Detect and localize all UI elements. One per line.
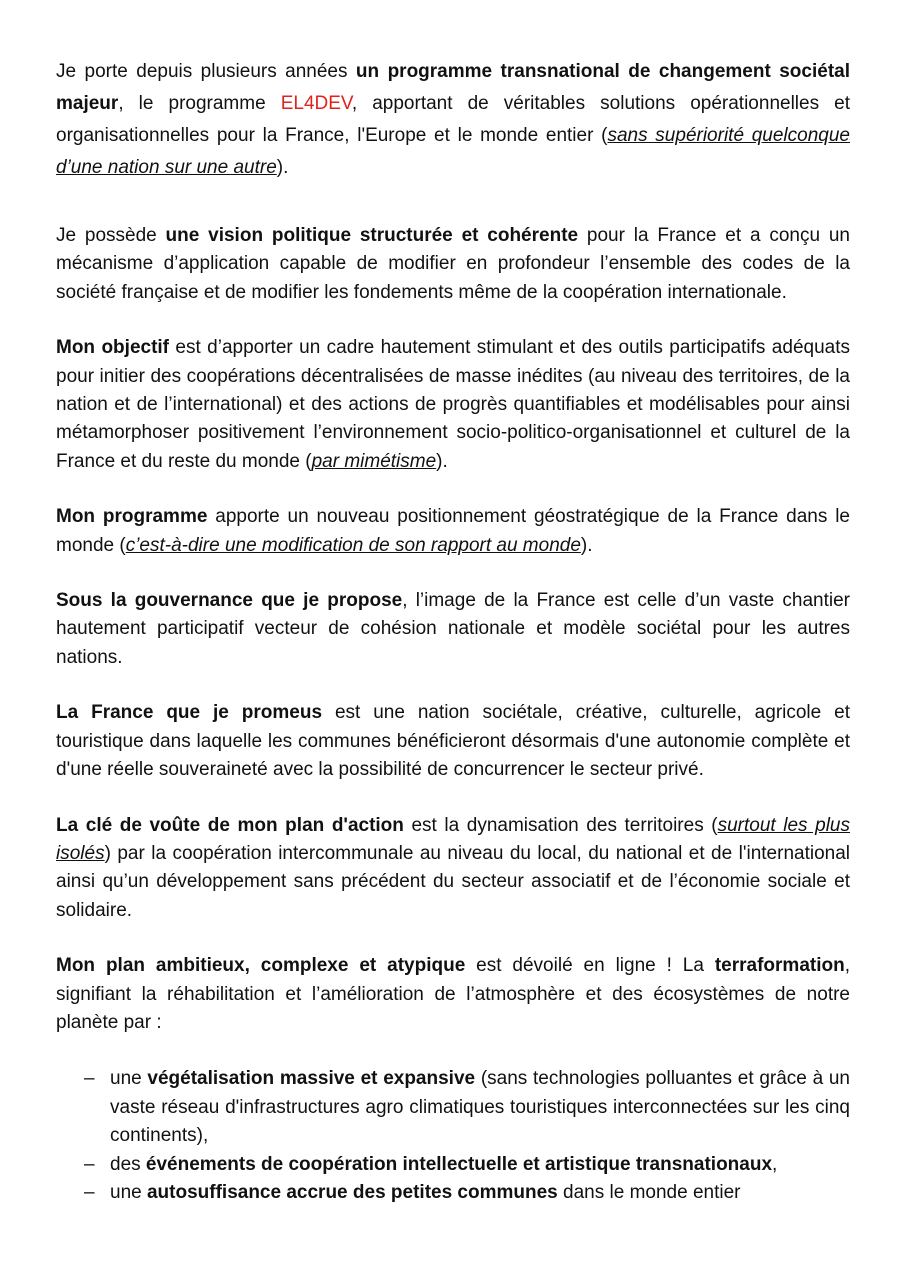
text-run: apporte un nouveau positionnement géostratégique de la France dans le monde (: [56, 506, 850, 556]
list-item: [56, 1151, 850, 1179]
paragraph-program-positioning: [56, 503, 850, 560]
bold-phrase: Sous la gouvernance que je propose: [56, 590, 403, 612]
bold-phrase: terraformation: [714, 955, 845, 977]
text-run: pour la France et a conçu un mécanisme d’application capable de modifier en profondeur l’ensemble des codes de la société française et de modifier les fondements même de la coopération internationale.: [56, 225, 851, 303]
paragraph-program-intro: [56, 56, 850, 184]
bold-phrase: Mon plan ambitieux, complexe et atypique: [56, 955, 466, 977]
program-name-highlight: EL4DEV: [280, 93, 352, 114]
bold-phrase: La France que je promeus: [56, 702, 323, 724]
paragraph-france-vision: [56, 699, 850, 784]
text-run: est d’apporter un cadre hautement stimulant et des outils participatifs adéquats pour initier des coopérations décentralisées de masse inédites (au niveau des territoires, de la nation et de l’international) et des actions de progrès quantifiables et modélisables pour ainsi métamorphoser positivement l’environnement socio-politico-organisationnel et culturel de la France et du reste du monde (: [56, 337, 850, 472]
list-item: [56, 1179, 850, 1207]
bullet-list: [56, 1065, 850, 1207]
text-run: Je porte depuis plusieurs années: [56, 61, 356, 82]
text-run: , le programme: [118, 93, 281, 114]
text-run: , apportant de véritables solutions opérationnelles et organisationnelles pour la France, l'Europe et le monde entier (: [56, 93, 850, 146]
text-run: est une nation sociétale, créative, culturelle, agricole et touristique dans laquelle les communes bénéficieront désormais d'une autonomie complète et d'une réelle souveraineté avec la possibilité de concurrencer le secteur privé.: [56, 702, 850, 781]
text-run: ).: [436, 450, 448, 472]
dash-bullet-icon: –: [84, 1153, 95, 1175]
document-page: [56, 56, 850, 1207]
bold-phrase: Mon objectif: [56, 337, 170, 359]
bold-phrase: une vision politique structurée et cohérente: [165, 225, 579, 246]
underlined-italic-phrase: sans supériorité quelconque d’une nation sur une autre: [56, 125, 850, 178]
paragraph-action-plan: [56, 812, 850, 926]
underlined-italic-phrase: par mimétisme: [311, 450, 437, 472]
text-run: Je possède: [56, 225, 166, 246]
text-run: une: [110, 1068, 148, 1090]
bold-phrase: végétalisation massive et expansive: [147, 1068, 476, 1090]
paragraph-governance: [56, 587, 850, 672]
underlined-italic-phrase: surtout les plus isolés: [56, 814, 850, 864]
text-run: ).: [276, 157, 289, 178]
bold-phrase: événements de coopération intellectuelle et artistique transnationaux: [145, 1153, 773, 1175]
text-run: ) par la coopération intercommunale au niveau du local, du national et de l'international ainsi qu’un développement sans précédent du secteur associatif et de l’économie sociale et solidaire.: [56, 842, 850, 921]
text-run: , signifiant la réhabilitation et l’amélioration de l’atmosphère et des écosystèmes de notre planète par :: [56, 955, 850, 1033]
bold-phrase: autosuffisance accrue des petites communes: [146, 1181, 558, 1203]
paragraph-objective: [56, 334, 850, 476]
paragraph-political-vision: [56, 222, 850, 307]
text-run: , l’image de la France est celle d’un vaste chantier hautement participatif vecteur de cohésion nationale et modèle sociétal pour les autres nations.: [56, 590, 850, 668]
text-run: ,: [772, 1153, 778, 1175]
bold-phrase: La clé de voûte de mon plan d'action: [56, 814, 404, 836]
bold-phrase: Mon programme: [56, 506, 208, 528]
text-run: dans le monde entier: [557, 1181, 741, 1203]
text-run: des: [110, 1153, 146, 1175]
text-run: une: [110, 1181, 147, 1203]
text-run: (sans technologies polluantes et grâce à un vaste réseau d'infrastructures agro climatiques touristiques interconnectées sur les cinq continents),: [110, 1068, 850, 1147]
underlined-italic-phrase: c’est-à-dire une modification de son rapport au monde: [125, 534, 581, 556]
paragraph-terraformation: [56, 952, 850, 1037]
text-run: ).: [580, 534, 593, 556]
dash-bullet-icon: –: [84, 1181, 95, 1203]
bold-phrase: un programme transnational de changement sociétal majeur: [56, 61, 850, 114]
list-item: [56, 1065, 850, 1150]
text-run: est la dynamisation des territoires (: [403, 814, 718, 836]
dash-bullet-icon: –: [84, 1068, 95, 1090]
text-run: est dévoilé en ligne ! La: [465, 955, 715, 977]
